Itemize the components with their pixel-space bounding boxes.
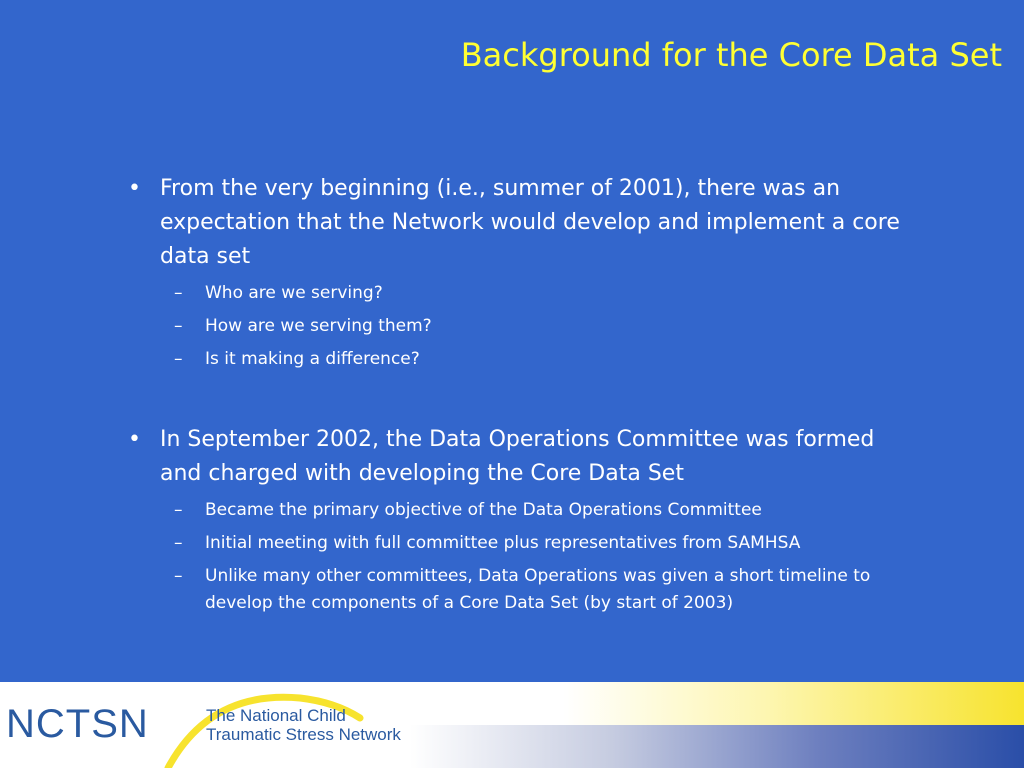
org-name-line2: Traumatic Stress Network xyxy=(206,725,401,744)
dash-marker: – xyxy=(174,500,183,520)
sub-item xyxy=(128,313,918,340)
bullet-marker: • xyxy=(128,176,141,201)
spacer xyxy=(128,373,918,423)
sub-item-text: Unlike many other committees, Data Operations was given a short timeline to develop the components of a Core Data Set (by start of 2003) xyxy=(205,566,871,613)
slide-content xyxy=(128,172,918,617)
sub-item-text: Who are we serving? xyxy=(205,283,383,303)
dash-marker: – xyxy=(174,566,183,586)
sub-list xyxy=(128,497,918,617)
slide-title: Background for the Core Data Set xyxy=(460,36,1002,74)
bullet-item xyxy=(128,423,918,491)
bullet-marker: • xyxy=(128,427,141,452)
bullet-item xyxy=(128,172,918,274)
sub-item-text: How are we serving them? xyxy=(205,316,432,336)
sub-item-text: Is it making a difference? xyxy=(205,349,420,369)
org-name xyxy=(206,706,401,744)
sub-item-text: Initial meeting with full committee plus representatives from SAMHSA xyxy=(205,533,801,553)
sub-item xyxy=(128,563,918,617)
dash-marker: – xyxy=(174,316,183,336)
sub-item xyxy=(128,346,918,373)
sub-item xyxy=(128,530,918,557)
dash-marker: – xyxy=(174,283,183,303)
bullet-text: In September 2002, the Data Operations Committee was formed and charged with developing the Core Data Set xyxy=(160,427,875,486)
sub-list xyxy=(128,280,918,373)
sub-item-text: Became the primary objective of the Data Operations Committee xyxy=(205,500,762,520)
sub-item xyxy=(128,280,918,307)
bullet-text: From the very beginning (i.e., summer of 2001), there was an expectation that the Network would develop and implement a core data set xyxy=(160,176,900,269)
footer-banner xyxy=(0,682,1024,768)
dash-marker: – xyxy=(174,533,183,553)
org-name-line1: The National Child xyxy=(206,706,346,725)
nctsn-logo: NCTSN xyxy=(6,702,149,746)
sub-item xyxy=(128,497,918,524)
dash-marker: – xyxy=(174,349,183,369)
